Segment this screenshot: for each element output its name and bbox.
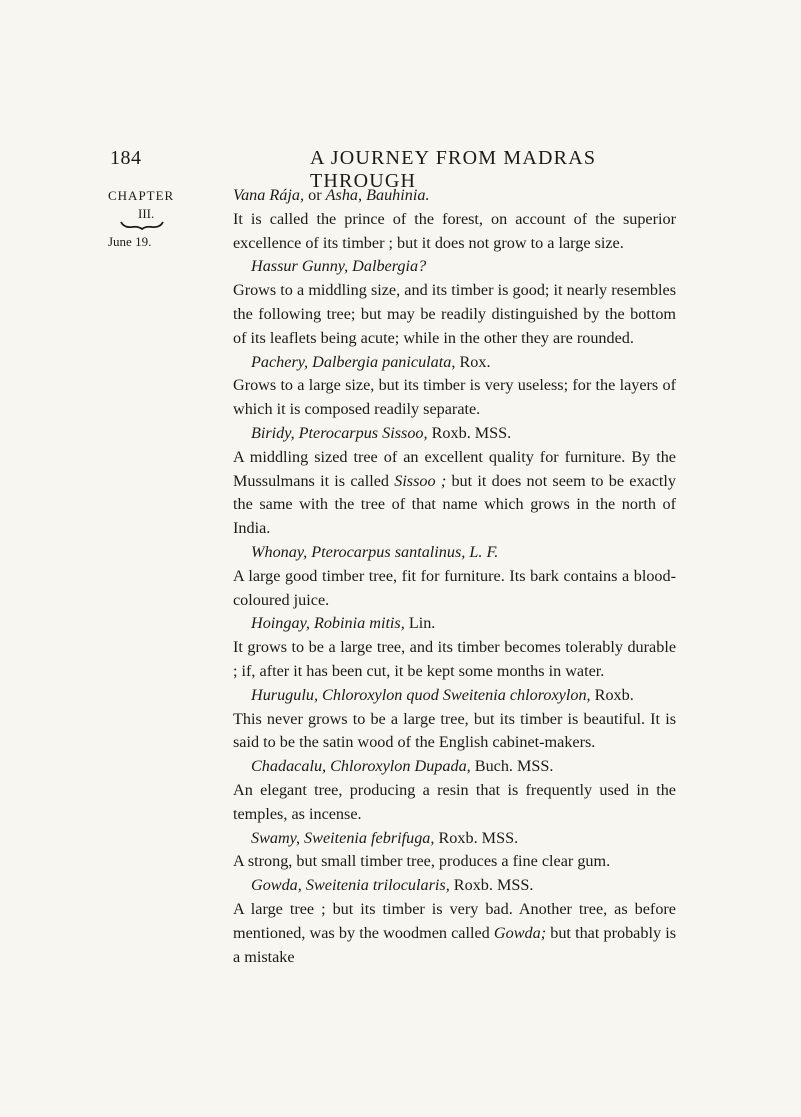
entry-heading: Hoingay, Robinia mitis, Lin.: [251, 614, 436, 633]
entry-body: A large tree ; but its timber is very bad. Another tree, as before mentioned, was by the woodmen called Gowda; but that probably is a mistake: [233, 899, 677, 966]
entry-heading: Whonay, Pterocarpus santalinus, L. F.: [251, 542, 499, 561]
entry-heading: Hurugulu, Chloroxylon quod Sweitenia chloroxylon, Roxb.: [251, 685, 634, 704]
entry-heading: Biridy, Pterocarpus Sissoo, Roxb. MSS.: [251, 423, 512, 442]
entry-heading: Vana Rája, or Asha, Bauhinia.: [233, 186, 430, 204]
running-title: A JOURNEY FROM MADRAS THROUGH: [310, 147, 597, 192]
entry-body: Grows to a middling size, and its timber is good; it nearly resembles the following tree; but may be readily distinguished by the bottom of its leaflets being acute; while in the other they are rounded.: [233, 281, 676, 347]
entry-body: A middling sized tree of an excellent quality for furniture. By the Mussulmans it is called Sissoo ; but it does not seem to be exactly the same with the tree of that name which grows in the north of India.: [233, 447, 677, 538]
entry-body: A strong, but small timber tree, produces a fine clear gum.: [233, 852, 611, 871]
entry-body: It grows to be a large tree, and its timber becomes tolerably durable ; if, after it has been cut, it be kept some months in water.: [233, 638, 676, 680]
entry-heading: Pachery, Dalbergia paniculata, Rox.: [251, 352, 491, 371]
entry-body: It is called the prince of the forest, on account of the superior excellence of its timber ; but it does not grow to a large size.: [233, 209, 676, 252]
page-header: [110, 147, 670, 192]
entry-body: Grows to a large size, but its timber is very useless; for the layers of which it is composed readily separate.: [233, 376, 676, 419]
page-number: 184: [110, 147, 142, 169]
chapter-label: CHAPTER: [108, 188, 175, 203]
chapter-number: III.: [138, 206, 155, 222]
entry-body: An elegant tree, producing a resin that is frequently used in the temples, as incense.: [233, 780, 676, 823]
entry-body: This never grows to be a large tree, but its timber is beautiful. It is said to be the satin wood of the English cabinet-makers.: [233, 709, 676, 752]
margin-note: [108, 188, 208, 250]
date-note: June 19.: [108, 233, 152, 249]
entry-heading: Chadacalu, Chloroxylon Dupada, Buch. MSS.: [251, 757, 554, 776]
entry-heading: Hassur Gunny, Dalbergia?: [251, 257, 427, 276]
entry-heading: Swamy, Sweitenia febrifuga, Roxb. MSS.: [251, 828, 519, 847]
entry-body: A large good timber tree, fit for furniture. Its bark contains a blood-coloured juice.: [233, 566, 676, 609]
main-text: [233, 184, 676, 969]
entry-heading: Gowda, Sweitenia trilocularis, Roxb. MSS.: [251, 876, 534, 895]
